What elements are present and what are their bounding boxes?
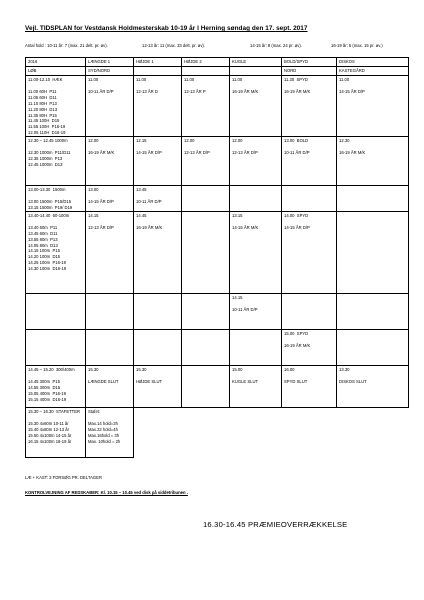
cell-line: 12.00 [88,138,99,144]
schedule-cell [26,211,86,293]
header-cell: KUGLE [230,58,282,67]
schedule-cell [182,329,230,365]
cell-line: 15.50 4x100m 14-15 år [28,432,72,438]
schedule-cell [86,293,134,329]
cell-line: 15.30 [136,366,147,372]
cell-line: Max.14 hold=3h [88,420,118,426]
schedule-cell [182,76,230,137]
cell-line: 10-11 ÅR D/P [136,199,162,205]
cell-line: 12-13 ÅR D/P [88,224,114,230]
cell-line: 12.30 – 12.45 1000m [28,138,68,144]
cell-line: 13.15 1500m P19/ D19 [28,204,73,210]
cell-line: 15.15 400m D16-19 [28,396,67,402]
schedule-cell [134,186,182,212]
schedule-row [26,329,409,365]
cell-line: 12-13 ÅR D [136,88,158,94]
cell-line: 11.00 60H P11 [28,88,57,94]
cell-line: Max. 10hold = 2h [88,438,121,444]
schedule-cell [182,186,230,212]
schedule-cell [134,137,182,186]
award-ceremony-text: 16.30-16.45 PRÆMIEOVERRÆKKELSE [203,520,348,529]
header-cell: KASTEGÅRD [337,67,409,76]
cell-line: 11.55 100H P16-19 [28,124,66,130]
schedule-row [26,211,409,293]
cell-line: 14.15 100m P15 [28,248,60,254]
cell-line: 11.00 [88,77,99,82]
cell-line: 15.30 [88,366,99,372]
attempts-note: LÆ + KAST: 3 FORSØG PR. DELTAGER [25,475,102,480]
equipment-check-note: KONTROLVEJNING AF REDSKABER: Kl. 10.15 – 10.45 ved disk på siddetribunen . [25,490,188,495]
cell-line: 13.55 80m P13 [28,236,58,242]
schedule-cell [86,365,134,407]
cell-line: SPYD SLUT [284,378,308,384]
cell-line: 13.40 60m P11 [28,224,58,230]
cell-line: 11.05 60H D11 [28,94,57,100]
empty-merged-cell [134,407,409,457]
cell-line: KUGLE SLUT [232,378,259,384]
header-cell [230,67,282,76]
schedule-cell [282,211,337,293]
cell-line: HØJDE SLUT [136,378,163,384]
cell-line: 14.45 [136,212,147,218]
cell-line: 16.15 4x100m 16-19 år [28,438,72,444]
schedule-cell [26,365,86,407]
header-row [26,58,409,67]
header-cell [182,67,230,76]
cell-line: 14.20 100m D15 [28,254,61,260]
cell-line: 14.30 100m D16-19 [28,266,67,272]
cell-line: 14.25 100m P16-19 [28,260,66,266]
schedule-cell [86,76,134,137]
cell-line: 15.00 [232,366,243,372]
schedule-cell [337,293,409,329]
cell-line: 13.00 BOLD [284,138,309,144]
cell-line: 12.35 1000m P13 [28,155,63,161]
cell-line: 11.20 80H D13 [28,106,58,112]
schedule-row [26,365,409,407]
cell-line: 16-19 ÅR M/K [284,342,311,348]
schedule-cell [282,76,337,137]
cell-line: 12-13 ÅR D/P [232,150,258,156]
cell-line: 14-15 ÅR D/P [88,199,114,205]
cell-line: 14.00 SPYD [284,212,309,218]
cell-line: 12.30 [339,138,350,144]
team-count-16-19: 16-19 år: 5 (max. 15 pr. øv.) [331,43,383,48]
schedule-row [26,407,409,457]
cell-line: 11.00 [232,77,243,82]
cell-line: 11.00 [184,77,195,82]
schedule-cell [134,211,182,293]
cell-line: 13.45 60m D11 [28,230,58,236]
schedule-cell [86,137,134,186]
cell-line: 13.30 [339,366,350,372]
cell-line: 13.00 [88,187,99,193]
cell-line: 11.00-12.10 HÆK [28,77,63,82]
schedule-cell [337,211,409,293]
cell-line: 13.00-13.30 1500m [28,187,66,193]
cell-line: 11.45 100H D15 [28,118,60,124]
schedule-cell [282,137,337,186]
schedule-cell [182,211,230,293]
schedule-cell [86,186,134,212]
team-count-14-15: 14-15 år: 8 (max. 24 pr. øv). [250,43,302,48]
cell-line: 11.35 80H P15 [28,112,57,118]
schedule-cell [230,365,282,407]
cell-line: 10-11 ÅR D/P [232,306,258,312]
header-cell: BOLD/SPYD [282,58,337,67]
schedule-cell [282,186,337,212]
schedule-cell [282,293,337,329]
schedule-cell [282,365,337,407]
schedule-row [26,293,409,329]
header-cell [134,67,182,76]
cell-line: 16.00 [284,366,295,372]
schedule-cell [230,211,282,293]
schedule-cell [337,186,409,212]
schedule-cell [182,293,230,329]
schedule-cell [134,76,182,137]
schedule-cell [26,407,86,457]
schedule-cell [230,76,282,137]
header-cell: DISKOS [337,58,409,67]
document-title: Vejl. TIDSPLAN for Vestdansk Holdmesterskab 10-19 år I Herning søndag den 17. sept. 2017 [25,25,308,32]
cell-line: 12-13 ÅR D/P [184,150,210,156]
schedule-cell [230,137,282,186]
cell-line: 11.10 80H P13 [28,100,57,106]
cell-line: 11.30 SPYD [284,77,308,82]
schedule-cell [86,407,134,457]
schedule-cell [337,76,409,137]
cell-line: 13.00 1500m P15/D15 [28,199,72,205]
cell-line: 15.40 4x80m 12-13 år [28,426,69,432]
cell-line: 12.45 1000m D13 [28,161,63,167]
schedule-row [26,137,409,186]
schedule-cell [26,186,86,212]
header-cell: SYD/NORD [86,67,134,76]
cell-line: 16-19 ÅR M/K [284,88,311,94]
cell-line: 14.45 300m P15 [28,378,60,384]
schedule-row [26,76,409,137]
cell-line: 12.15 [136,138,147,144]
schedule-cell [134,329,182,365]
team-count-10-11: Antal hold : 10-11 år: 7 (max. 21 delt. pr. øv). [25,43,108,48]
schedule-cell [337,365,409,407]
schedule-cell [182,137,230,186]
cell-line: Stafet: [88,408,101,414]
cell-line: 12.30 1000m P11/D11 [28,150,71,156]
cell-line: 14.45 – 15.20 300/400m [28,366,75,372]
cell-line: 14-15 ÅR M/K [232,224,259,230]
header-cell: HØJDE 2 [182,58,230,67]
cell-line: 14.55 300m D15 [28,384,61,390]
schedule-cell [26,293,86,329]
cell-line: 12.05 110H D16-19 [28,130,66,136]
cell-line: 16-19 ÅR M/K [232,88,259,94]
schedule-cell [182,365,230,407]
schedule-cell [282,329,337,365]
schedule-row [26,186,409,212]
cell-line: 14-15 ÅR D/P [339,88,365,94]
cell-line: 13.45 [136,187,147,193]
cell-line: Max.16hold = 3h [88,432,120,438]
schedule-cell [26,329,86,365]
cell-line: 16-19 ÅR M/K [88,150,115,156]
cell-line: 15.30 – 16.30 STAFETTER [28,408,81,414]
cell-line: 13.15 [232,212,243,218]
cell-line: 11.00 [136,77,147,82]
cell-line: DISKOS SLUT [339,378,367,384]
cell-line: Max.22 hold=4h [88,426,118,432]
cell-line: 10-11 ÅR D/P [284,150,310,156]
schedule-cell [26,76,86,137]
cell-line: 15.30 4x60m 10-11 år [28,420,69,426]
schedule-cell [230,186,282,212]
schedule-cell [230,329,282,365]
cell-line: 15.05 400m P16-19 [28,390,66,396]
schedule-cell [26,137,86,186]
cell-line: 10-11 ÅR D/P [88,88,114,94]
schedule-cell [86,211,134,293]
schedule-table [25,57,409,458]
team-count-12-13: 12-13 år: 11 (max. 33 delt. pr. øv). [142,43,205,48]
cell-line: 14.15 [232,294,243,300]
header-row [26,67,409,76]
cell-line: 16-19 ÅR M/K [136,224,163,230]
schedule-cell [337,329,409,365]
cell-line: 14-15 ÅR D/P [284,224,310,230]
schedule-cell [230,293,282,329]
schedule-cell [337,137,409,186]
schedule-cell [86,329,134,365]
cell-line: 14-15 ÅR D/P [136,150,162,156]
cell-line: 14.15 [88,212,99,218]
header-cell: NORD [282,67,337,76]
header-cell: HØJDE 1 [134,58,182,67]
header-cell: LØB [26,67,86,76]
cell-line: 14.05 80m D13 [28,242,58,248]
header-cell: 2016 [26,58,86,67]
cell-line: 16-19 ÅR M/K [339,150,366,156]
cell-line: 12-13 ÅR P [184,88,206,94]
cell-line: LÆNGDE SLUT [88,378,119,384]
cell-line: 11.00 [339,77,350,82]
schedule-cell [134,293,182,329]
cell-line: 15.00 SPYD [284,330,309,336]
cell-line: 12.00 [232,138,243,144]
cell-line: 12.00 [184,138,195,144]
schedule-cell [134,365,182,407]
header-cell: LÆNGDE 1 [86,58,134,67]
cell-line: 13.40-14.40 60-100m [28,212,70,218]
